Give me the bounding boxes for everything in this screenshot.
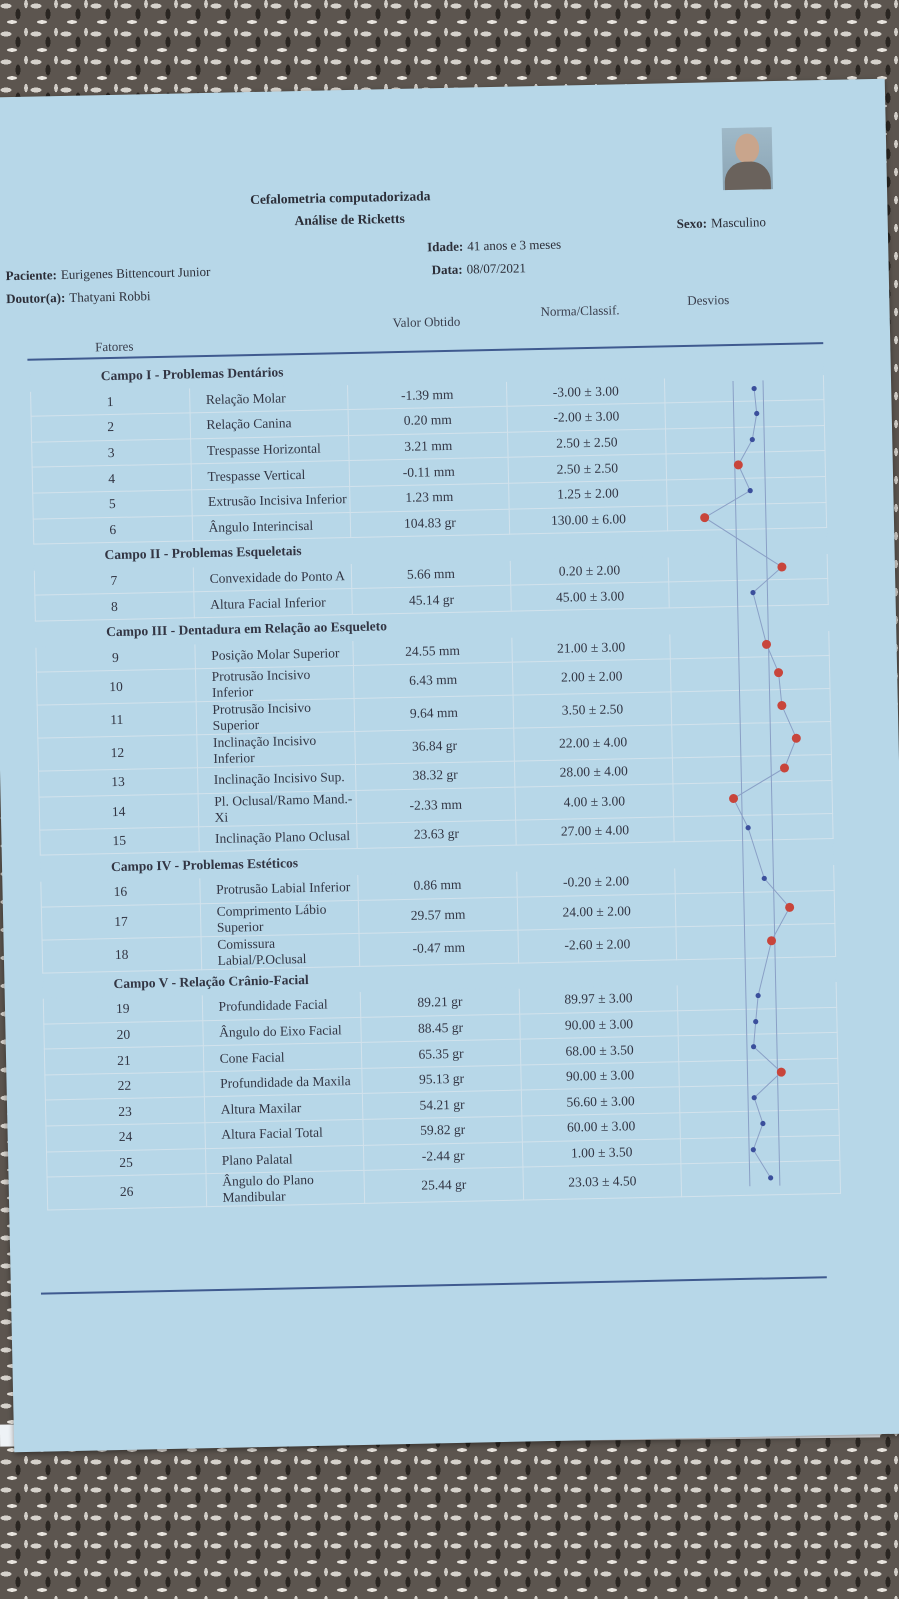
patient-label: Paciente: xyxy=(5,267,58,284)
column-header-norm: Norma/Classif. xyxy=(540,302,620,319)
factor-number: 3 xyxy=(32,439,191,468)
factor-number: 12 xyxy=(38,735,197,771)
deviation-cell xyxy=(678,1007,837,1036)
obtained-value: 59.82 gr xyxy=(363,1116,522,1145)
obtained-value: -2.44 gr xyxy=(364,1142,523,1171)
factor-number: 25 xyxy=(46,1148,205,1177)
deviation-cell xyxy=(676,923,835,959)
norm-value: 60.00 ± 3.00 xyxy=(522,1113,681,1142)
factor-number: 18 xyxy=(42,936,201,972)
norm-value: -2.00 ± 3.00 xyxy=(507,403,666,432)
norm-value: -2.60 ± 2.00 xyxy=(518,926,677,962)
factor-number: 19 xyxy=(43,995,202,1024)
norm-value: 22.00 ± 4.00 xyxy=(514,725,673,761)
factor-name: Inclinação Incisivo Sup. xyxy=(197,765,356,794)
factor-number: 26 xyxy=(47,1174,206,1210)
factor-number: 11 xyxy=(37,702,196,738)
obtained-value: 104.83 gr xyxy=(350,509,509,538)
factor-number: 16 xyxy=(41,878,200,907)
date-label: Data: xyxy=(431,261,463,278)
factor-name: Trespasse Vertical xyxy=(191,461,350,490)
section-title: Campo III - Dentadura em Relação ao Esqueleto xyxy=(35,604,828,646)
deviation-cell xyxy=(669,579,828,608)
section-title: Campo V - Relação Crânio-Facial xyxy=(43,956,836,998)
obtained-value: -1.39 mm xyxy=(348,381,507,410)
norm-value: 24.00 ± 2.00 xyxy=(517,893,676,929)
factor-name: Altura Facial Total xyxy=(205,1119,364,1148)
obtained-value: 9.64 mm xyxy=(354,695,513,731)
section-title: Campo IV - Problemas Estéticos xyxy=(40,839,833,881)
factor-name: Comissura Labial/P.Oclusal xyxy=(201,933,360,969)
age-value: 41 anos e 3 meses xyxy=(467,236,562,254)
factor-name: Ângulo do Eixo Facial xyxy=(202,1017,361,1046)
obtained-value: 88.45 gr xyxy=(361,1014,520,1043)
deviation-cell xyxy=(674,813,833,842)
obtained-value: 54.21 gr xyxy=(363,1091,522,1120)
obtained-value: -0.11 mm xyxy=(349,458,508,487)
deviation-cell xyxy=(673,780,832,816)
deviation-cell xyxy=(665,374,824,403)
factor-name: Extrusão Incisiva Inferior xyxy=(191,486,350,515)
factor-name: Comprimento Lábio Superior xyxy=(200,900,359,936)
deviation-cell xyxy=(681,1161,840,1197)
norm-value: 2.00 ± 2.00 xyxy=(512,659,671,695)
norm-value: -3.00 ± 3.00 xyxy=(506,377,665,406)
deviation-cell xyxy=(667,477,826,506)
factor-number: 17 xyxy=(41,903,200,939)
norm-value: -0.20 ± 2.00 xyxy=(517,868,676,897)
column-header-factors: Fatores xyxy=(94,338,134,355)
report-subtitle: Análise de Ricketts xyxy=(294,210,405,229)
obtained-value: 0.20 mm xyxy=(348,406,507,435)
norm-value: 68.00 ± 3.50 xyxy=(520,1036,679,1065)
report-sheet xyxy=(0,79,899,1453)
factor-number: 14 xyxy=(39,793,198,829)
factor-name: Relação Canina xyxy=(190,410,349,439)
norm-value: 1.00 ± 3.50 xyxy=(522,1138,681,1167)
deviation-cell xyxy=(679,1033,838,1062)
patient-name: Eurigenes Bittencourt Junior xyxy=(60,263,211,283)
age-label: Idade: xyxy=(426,238,464,255)
factor-number: 22 xyxy=(45,1072,204,1101)
factor-number: 7 xyxy=(34,567,193,596)
factor-number: 15 xyxy=(40,826,199,855)
factor-number: 24 xyxy=(46,1123,205,1152)
obtained-value: 23.63 gr xyxy=(357,820,516,849)
sex-info xyxy=(677,213,767,233)
deviation-cell xyxy=(671,656,830,692)
deviation-cell xyxy=(680,1109,839,1138)
factor-number: 20 xyxy=(44,1020,203,1049)
deviation-cell xyxy=(672,722,831,758)
factor-name: Profundidade da Maxila xyxy=(203,1068,362,1097)
obtained-value: 95.13 gr xyxy=(362,1065,521,1094)
norm-value: 21.00 ± 3.00 xyxy=(512,633,671,662)
factor-name: Pl. Oclusal/Ramo Mand.- Xi xyxy=(198,790,357,826)
norm-value: 27.00 ± 4.00 xyxy=(515,817,674,846)
factor-name: Trespasse Horizontal xyxy=(190,435,349,464)
norm-value: 90.00 ± 3.00 xyxy=(521,1062,680,1091)
factor-number: 23 xyxy=(45,1097,204,1126)
norm-value: 2.50 ± 2.50 xyxy=(507,429,666,458)
report-title: Cefalometria computadorizada xyxy=(249,188,431,208)
obtained-value: 0.86 mm xyxy=(358,871,517,900)
doctor-name: Thatyani Robbi xyxy=(69,288,151,305)
obtained-value: 25.44 gr xyxy=(364,1167,523,1203)
obtained-value: -2.33 mm xyxy=(356,787,515,823)
factor-number: 13 xyxy=(39,768,198,797)
factor-name: Posição Molar Superior xyxy=(194,640,353,669)
norm-value: 3.50 ± 2.50 xyxy=(513,692,672,728)
patient-photo xyxy=(722,127,773,190)
doctor-info xyxy=(6,287,151,308)
date-value: 08/07/2021 xyxy=(466,260,527,277)
deviation-cell xyxy=(667,502,826,531)
norm-value: 89.97 ± 3.00 xyxy=(519,985,678,1014)
norm-value: 23.03 ± 4.50 xyxy=(523,1164,682,1200)
deviation-cell xyxy=(675,864,834,893)
factor-number: 1 xyxy=(31,387,190,416)
norm-value: 4.00 ± 3.00 xyxy=(515,784,674,820)
factor-name: Cone Facial xyxy=(203,1043,362,1072)
sex-value: Masculino xyxy=(710,214,767,231)
factor-name: Inclinação Plano Oclusal xyxy=(198,823,357,852)
section-title: Campo I - Problemas Dentários xyxy=(30,349,823,391)
deviation-cell xyxy=(680,1084,839,1113)
obtained-value: 36.84 gr xyxy=(355,728,514,764)
ricketts-table xyxy=(30,348,842,1211)
obtained-value: 24.55 mm xyxy=(353,637,512,666)
deviation-cell xyxy=(679,1058,838,1087)
norm-value: 130.00 ± 6.00 xyxy=(509,505,668,534)
obtained-value: 65.35 gr xyxy=(361,1039,520,1068)
factor-number: 9 xyxy=(36,643,195,672)
date-info xyxy=(431,259,526,279)
footer-rule xyxy=(41,1276,827,1294)
obtained-value: 45.14 gr xyxy=(352,586,511,615)
ricketts-table-body xyxy=(30,349,841,1211)
factor-name: Protrusão Incisivo Superior xyxy=(196,699,355,735)
factor-name: Inclinação Incisivo Inferior xyxy=(196,732,355,768)
norm-value: 0.20 ± 2.00 xyxy=(510,557,669,586)
column-header-deviations: Desvios xyxy=(687,292,730,308)
obtained-value: 1.23 mm xyxy=(350,483,509,512)
norm-value: 28.00 ± 4.00 xyxy=(514,758,673,787)
deviation-cell xyxy=(671,689,830,725)
deviation-cell xyxy=(666,451,825,480)
factor-name: Protrusão Incisivo Inferior xyxy=(195,666,354,702)
factor-name: Convexidade do Ponto A xyxy=(193,563,352,592)
deviation-cell xyxy=(665,400,824,429)
factor-number: 21 xyxy=(44,1046,203,1075)
norm-value: 56.60 ± 3.00 xyxy=(521,1087,680,1116)
factor-name: Plano Palatal xyxy=(205,1145,364,1174)
sex-label: Sexo: xyxy=(676,215,708,232)
doctor-label: Doutor(a): xyxy=(5,289,66,307)
factor-number: 8 xyxy=(35,592,194,621)
factor-number: 4 xyxy=(32,464,191,493)
obtained-value: -0.47 mm xyxy=(359,930,518,966)
deviation-cell xyxy=(681,1135,840,1164)
obtained-value: 6.43 mm xyxy=(354,662,513,698)
section-title: Campo II - Problemas Esqueletais xyxy=(34,528,827,570)
patient-info xyxy=(5,263,210,285)
column-header-value: Valor Obtido xyxy=(392,313,461,331)
factor-name: Ângulo do Plano Mandibular xyxy=(206,1171,365,1207)
deviation-cell xyxy=(669,553,828,582)
factor-number: 6 xyxy=(33,515,192,544)
norm-value: 90.00 ± 3.00 xyxy=(519,1010,678,1039)
factor-name: Relação Molar xyxy=(189,384,348,413)
deviation-cell xyxy=(670,630,829,659)
norm-value: 2.50 ± 2.50 xyxy=(508,454,667,483)
factor-number: 5 xyxy=(33,490,192,519)
deviation-cell xyxy=(676,890,835,926)
norm-value: 45.00 ± 3.00 xyxy=(511,582,670,611)
obtained-value: 5.66 mm xyxy=(351,560,510,589)
deviation-cell xyxy=(678,982,837,1011)
factor-number: 10 xyxy=(36,669,195,705)
obtained-value: 29.57 mm xyxy=(358,897,517,933)
deviation-cell xyxy=(666,425,825,454)
norm-value: 1.25 ± 2.00 xyxy=(508,480,667,509)
obtained-value: 38.32 gr xyxy=(356,761,515,790)
factor-number: 2 xyxy=(31,413,190,442)
obtained-value: 89.21 gr xyxy=(360,988,519,1017)
factor-name: Protrusão Labial Inferior xyxy=(199,874,358,903)
factor-name: Altura Maxilar xyxy=(204,1094,363,1123)
factor-name: Profundidade Facial xyxy=(202,992,361,1021)
factor-name: Ângulo Interincisal xyxy=(192,512,351,541)
factor-name: Altura Facial Inferior xyxy=(193,589,352,618)
age-info xyxy=(427,236,561,257)
deviation-cell xyxy=(673,755,832,784)
obtained-value: 3.21 mm xyxy=(349,432,508,461)
